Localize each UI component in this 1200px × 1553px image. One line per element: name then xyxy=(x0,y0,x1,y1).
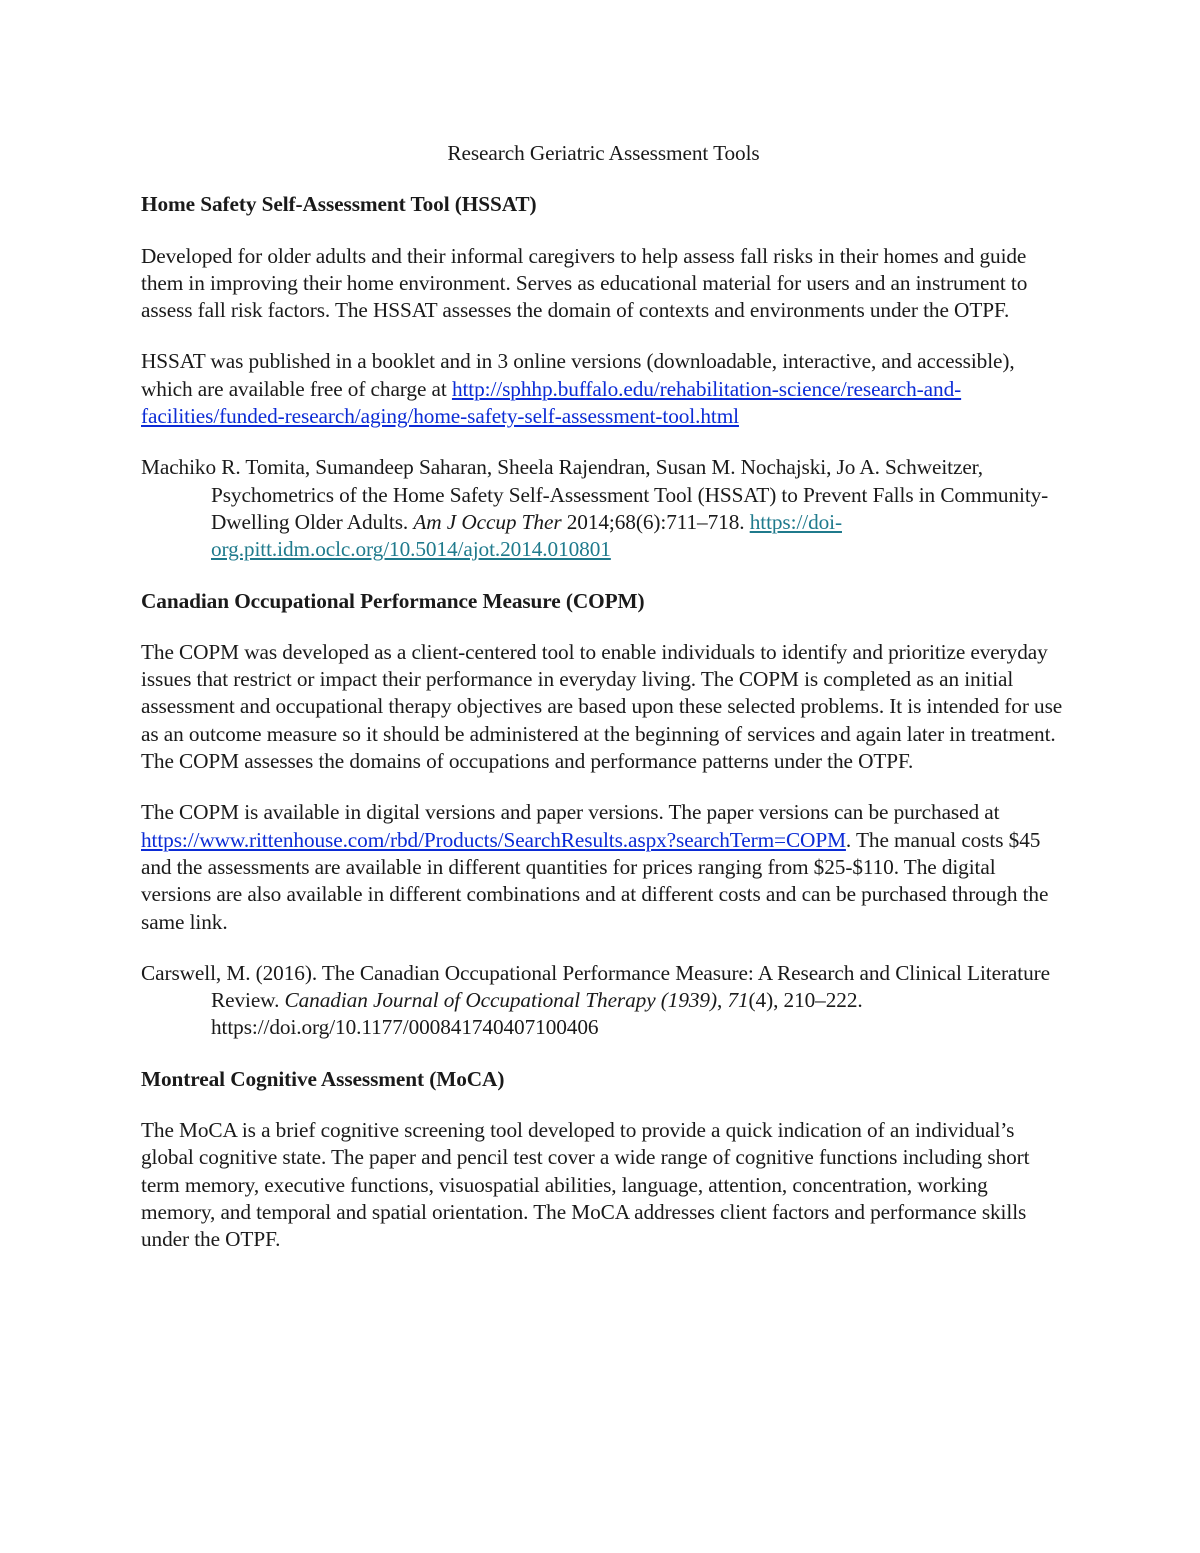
copm-heading: Canadian Occupational Performance Measure (COPM) xyxy=(141,588,645,613)
hssat-reference xyxy=(141,454,1066,563)
moca-heading: Montreal Cognitive Assessment (MoCA) xyxy=(141,1066,505,1091)
hssat-heading: Home Safety Self-Assessment Tool (HSSAT) xyxy=(141,192,537,217)
copm-availability-text: The COPM is available in digital versions and paper versions. The paper versions can be purchased at xyxy=(141,800,1000,825)
copm-pricing-text: . The manual costs $45 and the assessments are available in different quantities for prices ranging from $25-$110. The digital versions are also available in different combinations and at different costs and can be purchased through the same link. xyxy=(141,827,1049,934)
copm-ref-authors: Carswell, M. (2016). The Canadian Occupational Performance Measure: A Research and Clinical Literature Review. xyxy=(141,960,1050,1013)
hssat-ref-journal: Am J Occup Ther xyxy=(413,509,562,534)
copm-ref-journal: Canadian Journal of Occupational Therapy (1939) xyxy=(284,988,717,1013)
document-page xyxy=(141,140,1066,1278)
document-title: Research Geriatric Assessment Tools xyxy=(447,141,760,165)
copm-ref-details: (4), 210–222. https://doi.org/10.1177/000841740407100406 xyxy=(211,988,863,1040)
copm-ref-volume: 71 xyxy=(727,988,749,1013)
hssat-ref-authors: Machiko R. Tomita, Sumandeep Saharan, Sheela Rajendran, Susan M. Nochajski, Jo A. Schweitzer, Psychometrics of the Home Safety Self-Assessment Tool (HSSAT) to Prevent Falls in Community-Dwelling Older Adults. xyxy=(141,455,1049,534)
moca-description: The MoCA is a brief cognitive screening tool developed to provide a quick indication of an individual’s global cognitive state. The paper and pencil test cover a wide range of cognitive functions including short term memory, executive functions, visuospatial abilities, language, attention, concentration, working memory, and temporal and spatial orientation. The MoCA addresses client factors and performance skills under the OTPF. xyxy=(141,1118,1030,1252)
copm-purchase-link[interactable]: https://www.rittenhouse.com/rbd/Products/SearchResults.aspx?searchTerm=COPM xyxy=(141,827,846,852)
copm-ref-sep: , xyxy=(716,988,728,1013)
copm-availability xyxy=(141,799,1066,935)
hssat-website-link[interactable]: http://sphhp.buffalo.edu/rehabilitation-science/research-and-facilities/funded-research/aging/home-safety-self-assessment-tool.html xyxy=(141,376,962,429)
hssat-doi-link[interactable]: https://doi-org.pitt.idm.oclc.org/10.5014/ajot.2014.010801 xyxy=(211,509,842,562)
hssat-description: Developed for older adults and their informal caregivers to help assess fall risks in their homes and guide them in improving their home environment. Serves as educational material for users and an instrument to assess fall risk factors. The HSSAT assesses the domain of contexts and environments under the OTPF. xyxy=(141,243,1028,323)
copm-description: The COPM was developed as a client-centered tool to enable individuals to identify and prioritize everyday issues that restrict or impact their performance in everyday living. The COPM is completed as an initial assessment and occupational therapy objectives are based upon these selected problems. It is intended for use as an outcome measure so it should be administered at the beginning of services and again later in treatment. The COPM assesses the domains of occupations and performance patterns under the OTPF. xyxy=(141,639,1063,774)
hssat-ref-details: 2014;68(6):711–718. xyxy=(561,509,750,534)
copm-reference xyxy=(141,960,1066,1042)
hssat-availability xyxy=(141,348,1066,430)
hssat-availability-text: HSSAT was published in a booklet and in 3 online versions (downloadable, interactive, and accessible), which are available free of charge at xyxy=(141,349,1015,401)
